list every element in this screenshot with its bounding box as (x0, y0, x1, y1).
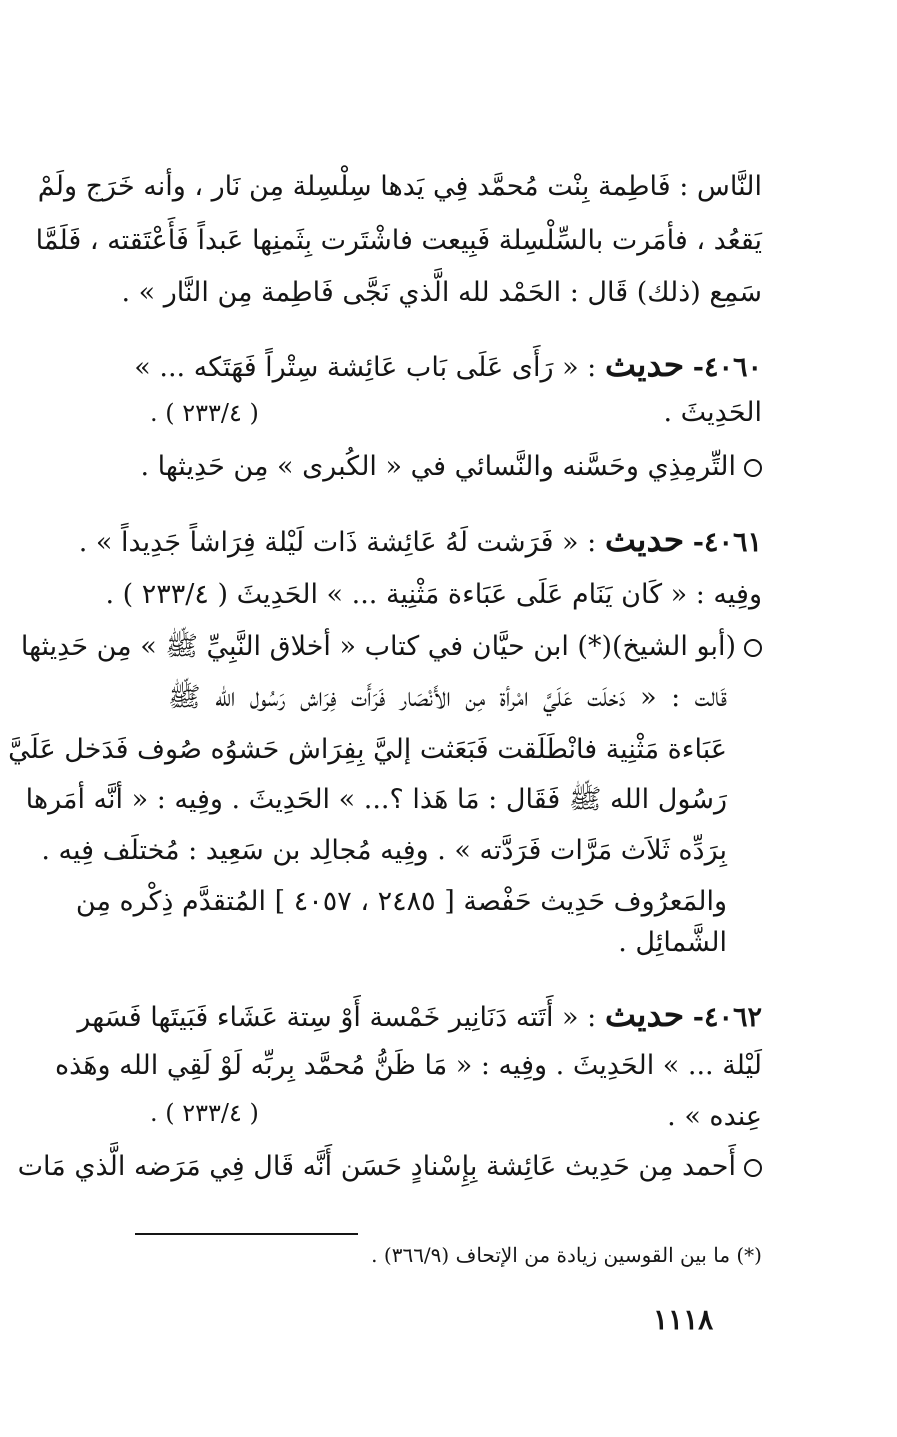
source-note (17, 1147, 762, 1187)
page-number: ١١١٨ (653, 1303, 714, 1336)
text-line: عِنده » . (667, 1101, 762, 1132)
source-note (140, 447, 762, 487)
hadith-number: ٤٠٦٠- (692, 352, 762, 383)
text-line: النَّاس : فَاطِمة بِنْت مُحمَّد فِي يَدها سِلْسِلة مِن نَار ، وأنه خَرَج ولَمْ (37, 171, 762, 202)
source-note (20, 627, 762, 667)
text-line: بِرَدِّه ثَلاَث مَرَّات فَرَدَّته » . وفِيه مُجالِد بن سَعِيد : مُختلَف فِيه . (41, 835, 727, 866)
circle-bullet-icon (744, 459, 762, 477)
hadith-text: : « رَأَى عَلَى بَاب عَائِشة سِتْراً فَهَتَكه ... » (134, 352, 597, 383)
text-line: والمَعرُوف حَدِيث حَفْصة [ ٢٤٨٥ ، ٤٠٥٧ ] المُتقدَّم ذِكْره مِن (75, 886, 727, 917)
hadith-label: حديث (604, 520, 685, 559)
text-line: الحَدِيثَ . (663, 397, 762, 428)
hadith-text: : « أَتَته دَنَانِير خَمْسة أَوْ سِتة عَشَاء فَبَيتَها فَسَهر (77, 1002, 597, 1033)
hadith-label: حديث (604, 995, 685, 1034)
hadith-text: : « فَرَشت لَهُ عَائِشة ذَات لَيْلة فِرَاشاً جَدِيداً » . (78, 527, 597, 558)
text-line: عَبَاءة مَثْنِية فانْطَلَقت فَبَعَثت إليَّ بِفِرَاش حَشوُه صُوف فَدَخل عَلَيَّ (8, 734, 727, 765)
note-text: التِّرمِذِي وحَسَّنه والنَّسائي في « الكُبرى » مِن حَدِيثها . (140, 451, 736, 482)
note-text: أَحمد مِن حَدِيث عَائِشة بِإِسْنادٍ حَسَن أَنَّه قَال فِي مَرَضه الَّذي مَات (17, 1151, 736, 1182)
text-line: قَالت : « دَخلَت عَلَيَّ امْرأة مِن الأَنْصَار فَرَأَت فِرَاش رَسُول الله ﷺ (168, 682, 727, 713)
hadith-heading-line (77, 995, 762, 1038)
note-text: (أبو الشيخ)(*) ابن حيَّان في كتاب « أخلاق النَّبِيِّ ﷺ » مِن حَدِيثها (20, 631, 736, 662)
volume-page-reference: ( ٢٣٣/٤ ) . (150, 1099, 259, 1127)
text-line: سَمِع (ذلك) قَال : الحَمْد لله الَّذي نَجَّى فَاطِمة مِن النَّار » . (121, 277, 762, 308)
hadith-label: حديث (604, 345, 685, 384)
hadith-heading-line (78, 520, 762, 563)
hadith-number: ٤٠٦١- (692, 527, 762, 558)
text-line: لَيْلة ... » الحَدِيثَ . وفِيه : « مَا ظَنُّ مُحمَّد بِربِّه لَوْ لَقِي الله وهَذه (54, 1050, 762, 1081)
circle-bullet-icon (744, 1159, 762, 1177)
text-line: يَقعُد ، فأمَرت بالسِّلْسِلة فَبِيعت فاشْتَرت بِثَمنِها عَبداً فَأَعْتَقته ، فَلَمَّا (35, 225, 762, 256)
text-line: الشَّمائِل . (618, 927, 727, 958)
text-line: وفِيه : « كَان يَنَام عَلَى عَبَاءة مَثْنِية ... » الحَدِيثَ ( ٢٣٣/٤ ) . (105, 579, 762, 610)
circle-bullet-icon (744, 639, 762, 657)
hadith-number: ٤٠٦٢- (692, 1002, 762, 1033)
footnote: (*) ما بين القوسين زيادة من الإتحاف (٣٦٦/٩) . (371, 1243, 762, 1267)
text-line: رَسُول الله ﷺ فَقَال : مَا هَذا ؟... » الحَدِيثَ . وفِيه : « أنَّه أمَرها (25, 784, 727, 815)
volume-page-reference: ( ٢٣٣/٤ ) . (150, 399, 259, 427)
footnote-divider (135, 1233, 358, 1235)
hadith-heading-line (134, 345, 762, 388)
